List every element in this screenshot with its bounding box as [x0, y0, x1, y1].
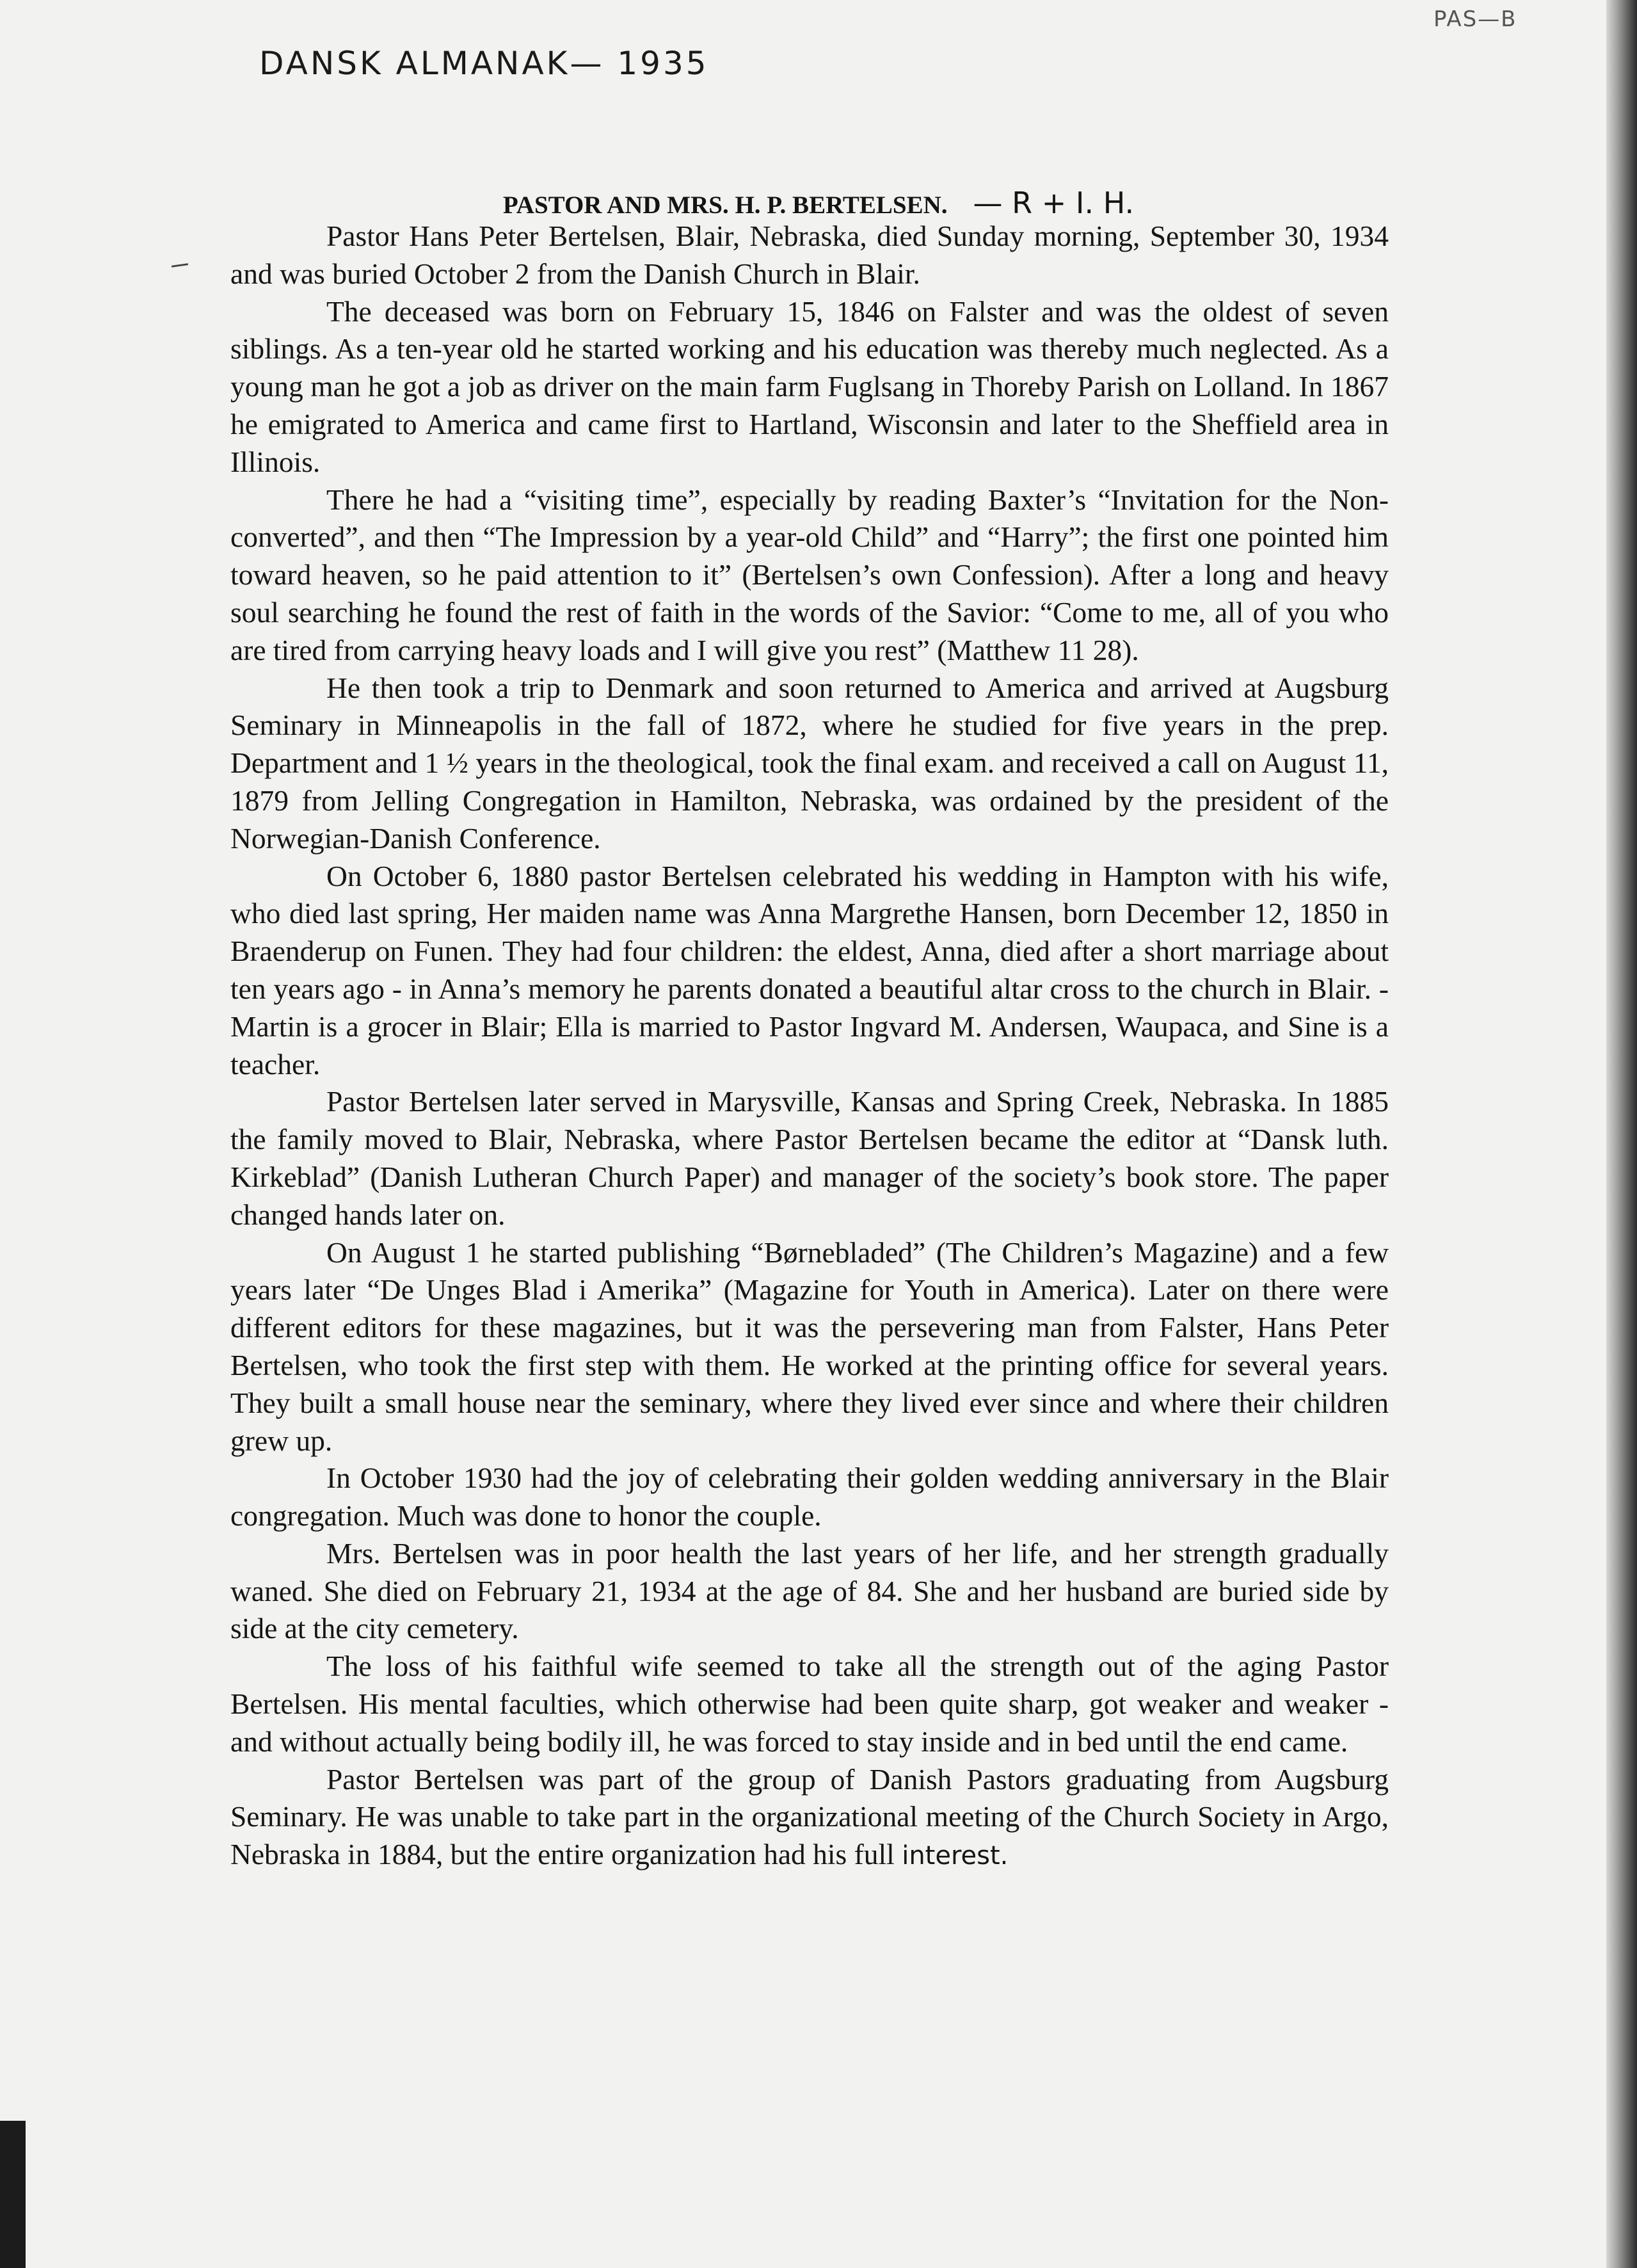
paragraph-1: Pastor Hans Peter Bertelsen, Blair, Nebraska, died Sunday morning, September 30, 1934 and was buried October 2 from the Danish Church in Blair.: [230, 220, 1389, 290]
paragraph-7: On August 1 he started publishing “Børnebladed” (The Children’s Magazine) and a few years later “De Unges Blad i Amerika” (Magazine for Youth in America). Later on there were different editors for these magazines, but it was the persevering man from Falster, Hans Peter Bertelsen, who took the first step with them. He worked at the printing office for several years. They built a small house near the seminary, where they lived ever since and where their children grew up.: [230, 1235, 1389, 1457]
handwritten-corner-note: PAS—B: [1433, 6, 1517, 32]
paragraph-11: [230, 1761, 1389, 1875]
final-paragraph-text: Pastor Bertelsen was part of the group of Danish Pastors graduating from Augsburg Seminary. He was unable to take part in the organizational meeting of the Church Society in Argo, Nebraska in 1884, but the entire organization had his full: [230, 1762, 1389, 1871]
paragraph-5: On October 6, 1880 pastor Bertelsen celebrated his wedding in Hampton with his wife, who died last spring, Her maiden name was Anna Margrethe Hansen, born December 12, 1850 in Braenderup on Funen. They had four children: the eldest, Anna, died after a short marriage about ten years ago - in Anna’s memory he parents donated a beautiful altar cross to the church in Blair. - Martin is a grocer in Blair; Ella is married to Pastor Ingvard M. Andersen, Waupaca, and Sine is a teacher.: [230, 859, 1389, 1081]
handwritten-header: DANSK ALMANAK— 1935: [259, 45, 709, 82]
paragraph-10: The loss of his faithful wife seemed to take all the strength out of the aging Pastor Bertelsen. His mental faculties, which otherwise had been quite sharp, got weaker and weaker - and without actually being bodily ill, he was forced to stay inside and in bed until the end came.: [230, 1650, 1389, 1758]
article-body: [230, 218, 1389, 1875]
paragraph-9: Mrs. Bertelsen was in poor health the last years of her life, and her strength gradually waned. She died on February 21, 1934 at the age of 84. She and her husband are buried side by side at the city cemetery.: [230, 1536, 1389, 1645]
paragraph-8: In October 1930 had the joy of celebrating their golden wedding anniversary in the Blair congregation. Much was done to honor the couple.: [230, 1461, 1389, 1532]
handwritten-title-note: — R + I. H.: [973, 186, 1135, 220]
margin-pencil-mark: [172, 263, 188, 268]
page-title: PASTOR AND MRS. H. P. BERTELSEN.: [502, 191, 948, 219]
scan-edge-bottom: [0, 2121, 26, 2268]
scan-edge-right: [1606, 0, 1637, 2268]
paragraph-3: There he had a “visiting time”, especially by reading Baxter’s “Invitation for the Non-converted”, and then “The Impression by a year-old Child” and “Harry”; the first one pointed him toward heaven, so he paid attention to it” (Bertelsen’s own Confession). After a long and heavy soul searching he found the rest of faith in the words of the Savior: “Come to me, all of you who are tired from carrying heavy loads and I will give you rest” (Matthew 11 28).: [230, 483, 1389, 666]
paragraph-2: The deceased was born on February 15, 1846 on Falster and was the oldest of seven siblings. As a ten-year old he started working and his education was thereby much neglected. As a young man he got a job as driver on the main farm Fuglsang in Thoreby Parish on Lolland. In 1867 he emigrated to America and came first to Hartland, Wisconsin and later to the Sheffield area in Illinois.: [230, 294, 1389, 478]
title-row: [0, 186, 1637, 220]
paragraph-6: Pastor Bertelsen later served in Marysville, Kansas and Spring Creek, Nebraska. In 1885 the family moved to Blair, Nebraska, where Pastor Bertelsen became the editor at “Dansk luth. Kirkeblad” (Danish Lutheran Church Paper) and manager of the society’s book store. The paper changed hands later on.: [230, 1085, 1389, 1231]
paragraph-4: He then took a trip to Denmark and soon returned to America and arrived at Augsburg Seminary in Minneapolis in the fall of 1872, where he studied for five years in the prep. Department and 1 ½ years in the theological, took the final exam. and received a call on August 11, 1879 from Jelling Congregation in Hamilton, Nebraska, was ordained by the president of the Norwegian-Danish Conference.: [230, 671, 1389, 855]
handwritten-final-word: interest.: [902, 1841, 1009, 1871]
